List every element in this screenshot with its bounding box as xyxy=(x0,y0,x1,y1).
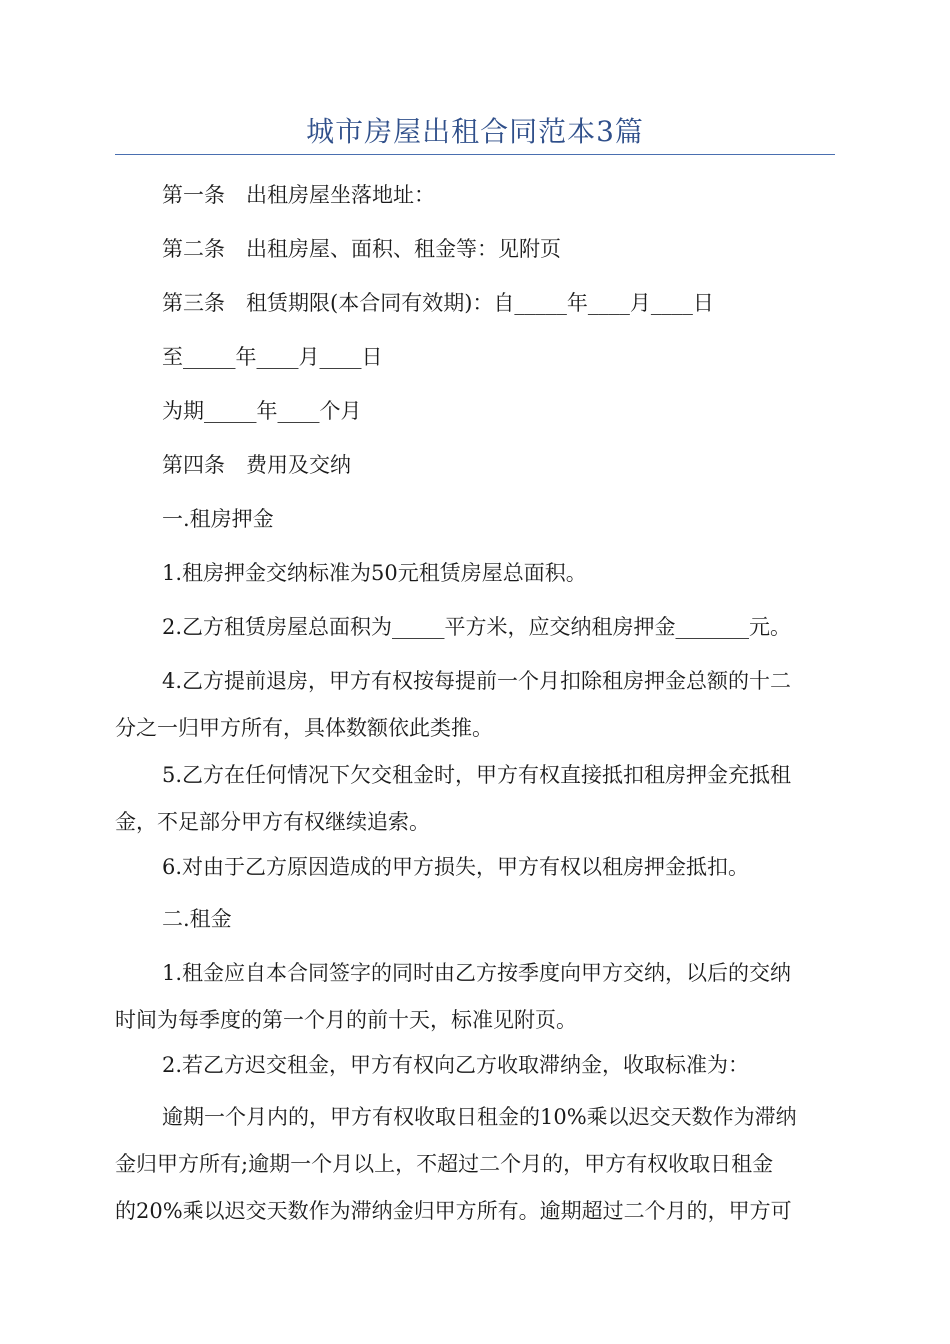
text-line: 分之一归甲方所有，具体数额依此类推。 xyxy=(115,716,493,740)
text-line: 时间为每季度的第一个月的前十天，标准见附页。 xyxy=(115,1008,577,1032)
text-line: 一.租房押金 xyxy=(162,507,274,531)
text-line: 第四条 费用及交纳 xyxy=(162,453,351,477)
text-line: 二.租金 xyxy=(162,907,232,931)
text-line: 第二条 出租房屋、面积、租金等：见附页 xyxy=(162,237,561,261)
text-line: 第三条 租赁期限(本合同有效期)：自_____年____月____日 xyxy=(162,291,714,315)
paragraph-deposit-2 xyxy=(115,604,835,651)
text-line: 4.乙方提前退房，甲方有权按每提前一个月扣除租房押金总额的十二 xyxy=(162,669,792,693)
text-line: 逾期一个月内的，甲方有权收取日租金的10%乘以迟交天数作为滞纳 xyxy=(162,1105,797,1129)
text-line: 2.若乙方迟交租金，甲方有权向乙方收取滞纳金，收取标准为： xyxy=(162,1053,750,1077)
text-line: 1.租金应自本合同签字的同时由乙方按季度向甲方交纳，以后的交纳 xyxy=(162,961,792,985)
text-line: 2.乙方租赁房屋总面积为_____平方米，应交纳租房押金_______元。 xyxy=(162,615,792,639)
section-rent-heading xyxy=(115,896,835,943)
paragraph-article-4 xyxy=(115,442,835,489)
title-underline xyxy=(115,154,835,155)
paragraph-article-2 xyxy=(115,226,835,273)
text-line: 1.租房押金交纳标准为50元租赁房屋总面积。 xyxy=(162,561,587,585)
paragraph-article-1 xyxy=(115,172,835,219)
paragraph-rent-1 xyxy=(115,950,835,1044)
text-line: 至_____年____月____日 xyxy=(162,345,383,369)
text-line: 第一条 出租房屋坐落地址： xyxy=(162,183,435,207)
paragraph-deposit-1 xyxy=(115,550,835,597)
paragraph-term-end xyxy=(115,334,835,381)
paragraph-term-length xyxy=(115,388,835,435)
text-line: 金归甲方所有;逾期一个月以上，不超过二个月的，甲方有权收取日租金 xyxy=(115,1152,774,1176)
paragraph-late-fee xyxy=(115,1094,835,1235)
paragraph-deposit-6 xyxy=(115,844,835,891)
paragraph-deposit-5 xyxy=(115,752,835,846)
paragraph-rent-2 xyxy=(115,1042,835,1089)
text-line: 的20%乘以迟交天数作为滞纳金归甲方所有。逾期超过二个月的，甲方可 xyxy=(115,1199,792,1223)
text-line: 6.对由于乙方原因造成的甲方损失，甲方有权以租房押金抵扣。 xyxy=(162,855,750,879)
text-line: 金，不足部分甲方有权继续追索。 xyxy=(115,810,430,834)
section-deposit-heading xyxy=(115,496,835,543)
text-line: 5.乙方在任何情况下欠交租金时，甲方有权直接抵扣租房押金充抵租 xyxy=(162,763,792,787)
text-line: 为期_____年____个月 xyxy=(162,399,362,423)
document-title: 城市房屋出租合同范本3篇 xyxy=(306,115,644,148)
paragraph-article-3 xyxy=(115,280,835,327)
paragraph-deposit-4 xyxy=(115,658,835,752)
